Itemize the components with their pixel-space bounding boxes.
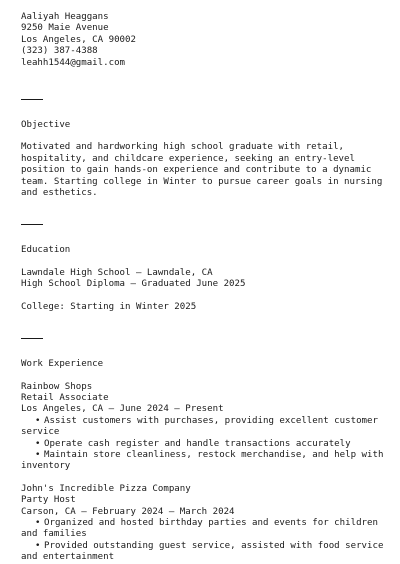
job-bullet: • Operate cash register and handle transactions accurately bbox=[35, 438, 351, 449]
contact-name: Aaliyah Heaggans bbox=[21, 12, 109, 22]
objective-heading: Objective bbox=[21, 120, 71, 131]
job-bullet: • Assist customers with purchases, providing excellent customer service bbox=[21, 415, 378, 438]
bullet-dot-icon: • bbox=[35, 415, 41, 426]
education-diploma: High School Diploma — Graduated June 2025 bbox=[21, 279, 246, 290]
bullet-dot-icon: • bbox=[35, 540, 41, 551]
bullet-dot-icon: • bbox=[35, 517, 41, 528]
job-entry bbox=[21, 382, 390, 473]
work-heading: Work Experience bbox=[21, 359, 104, 370]
contact-block bbox=[21, 12, 390, 69]
job-location-dates: Los Angeles, CA — June 2024 — Present bbox=[21, 404, 224, 415]
job-bullets bbox=[21, 416, 390, 473]
objective-text: Motivated and hardworking high school graduate with retail, hospitality, and childcare experience, seeking an entry-level position to gain hands-on experience and contribute to a dynamic team. Starting college in Winter to pursue career goals in nursing and esthetics. bbox=[21, 142, 383, 199]
job-bullet: • Maintain store cleanliness, restock merchandise, and help with inventory bbox=[21, 449, 384, 472]
education-section bbox=[21, 245, 390, 313]
contact-street: 9250 Maie Avenue bbox=[21, 23, 109, 34]
job-title: Retail Associate bbox=[21, 392, 109, 403]
contact-city: Los Angeles, CA 90002 bbox=[21, 34, 136, 45]
job-employer: John's Incredible Pizza Company bbox=[21, 483, 191, 494]
bullet-dot-icon: • bbox=[35, 449, 41, 460]
job-bullet: • Organized and hosted birthday parties and events for children and families bbox=[21, 517, 378, 540]
education-heading: Education bbox=[21, 245, 71, 256]
job-employer: Rainbow Shops bbox=[21, 381, 93, 392]
job-title: Party Host bbox=[21, 495, 76, 506]
education-college: College: Starting in Winter 2025 bbox=[21, 301, 197, 312]
contact-email: leahh1544@gmail.com bbox=[21, 57, 126, 68]
job-location-dates: Carson, CA — February 2024 — March 2024 bbox=[21, 506, 235, 517]
bullet-dot-icon: • bbox=[35, 438, 41, 449]
job-bullet: • Provided outstanding guest service, assisted with food service and entertainment bbox=[21, 540, 384, 563]
contact-phone: (323) 387-4388 bbox=[21, 46, 98, 57]
job-bullets bbox=[21, 518, 390, 564]
work-section bbox=[21, 359, 390, 564]
objective-section bbox=[21, 120, 390, 199]
job-entry bbox=[21, 484, 390, 564]
education-school: Lawndale High School — Lawndale, CA bbox=[21, 267, 213, 278]
